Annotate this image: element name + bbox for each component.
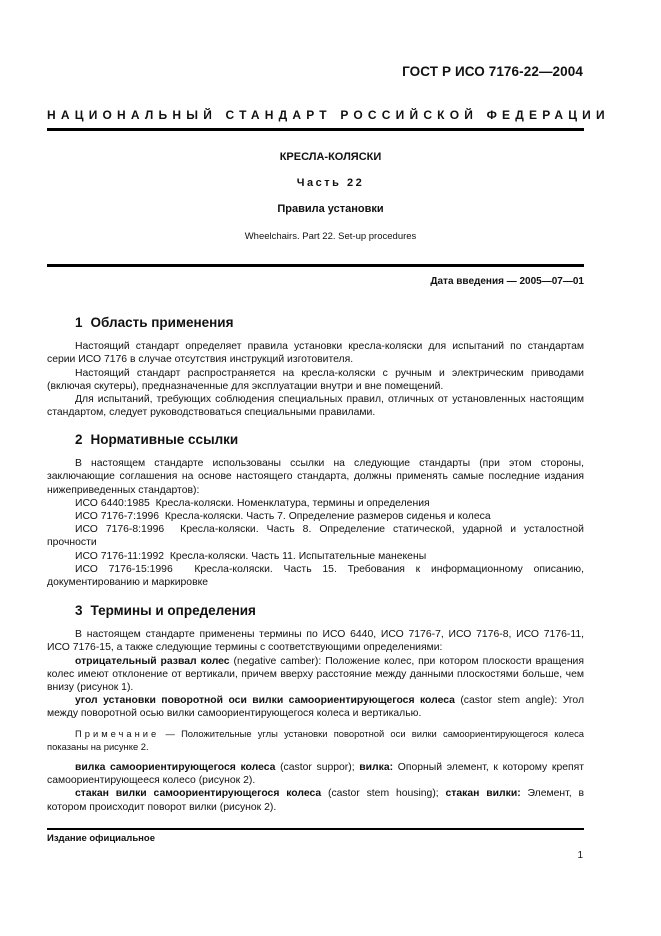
section-heading: 2 Нормативные ссылки <box>75 432 239 447</box>
paragraph: В настоящем стандарте использованы ссылки на следующие стандарты (при этом стороны, заключающие соглашения на основе настоящего стандарта, должны применять самые последние издания нижеприведенных стандартов): <box>47 458 584 496</box>
note: Примечание — Положительные углы установки поворотной оси вилки самоориентирующегося колеса показаны на рисунке 2. <box>47 727 584 752</box>
page-number: 1 <box>577 850 583 861</box>
national-standard-banner: НАЦИОНАЛЬНЫЙ СТАНДАРТ РОССИЙСКОЙ ФЕДЕРАЦИИ <box>47 108 610 122</box>
paragraph: Для испытаний, требующих соблюдения специальных правил, отличных от установленных настоящим стандартом, следует руководствоваться специальными правилами. <box>47 394 584 419</box>
term-definition: отрицательный развал колес (negative camber): Положение колес, при котором плоскости вращения колес имеют отклонение от вертикали, причем вверху расстояние между данными плоскостями больше, чем внизу (рисунок 1). <box>47 655 584 694</box>
section-heading: 3 Термины и определения <box>75 603 256 618</box>
reference-item: ИСО 7176-7:1996 Кресла-коляски. Часть 7. Определение размеров сиденья и колеса <box>75 511 491 523</box>
term-definition: стакан вилки самоориентирующегося колеса (castor stem housing); стакан вилки: Элемент, в котором происходит поворот вилки (рисунок 2). <box>47 788 585 813</box>
section-2 <box>47 433 584 589</box>
introduction-date: Дата введения — 2005—07—01 <box>430 276 584 287</box>
reference-item: ИСО 7176-8:1996 Кресла-коляски. Часть 8. Определение статической, ударной и усталостной прочности <box>47 524 584 549</box>
term-definition: вилка самоориентирующегося колеса (castor suppor); вилка: Опорный элемент, к которому крепят самоориентирующееся колесо (рисунок 2). <box>47 762 585 787</box>
footer-rule <box>47 828 584 830</box>
term-definition: угол установки поворотной оси вилки самоориентирующегося колеса (castor stem angle): Угол между поворотной осью вилки самоориентирующегося колеса и вертикалью. <box>47 695 585 720</box>
paragraph: В настоящем стандарте применены термины по ИСО 6440, ИСО 7176-7, ИСО 7176-8, ИСО 7176-11, ИСО 7176-15, а также следующие термины с соответствующими определениями: <box>47 629 584 654</box>
paragraph: Настоящий стандарт распространяется на кресла-коляски с ручным и электрическим приводами (включая скутеры), предназначенные для эксплуатации внутри и вне помещений. <box>47 367 584 392</box>
document-subtitle: Правила установки <box>277 203 384 215</box>
section-3 <box>47 604 584 814</box>
edition-label: Издание официальное <box>47 833 155 844</box>
document-title: КРЕСЛА-КОЛЯСКИ <box>279 151 382 163</box>
title-rule <box>47 264 584 267</box>
english-title: Wheelchairs. Part 22. Set-up procedures <box>244 231 417 242</box>
section-1 <box>47 316 584 419</box>
header-rule <box>47 128 584 131</box>
part-label: Часть 22 <box>296 177 365 189</box>
paragraph: Настоящий стандарт определяет правила установки кресла-коляски для испытаний по стандартам серии ИСО 7176 в случае отсутствия инструкций изготовителя. <box>47 341 584 366</box>
document-code: ГОСТ Р ИСО 7176-22—2004 <box>402 64 583 79</box>
reference-item: ИСО 7176-11:1992 Кресла-коляски. Часть 11. Испытательные манекены <box>75 550 427 562</box>
reference-item: ИСО 7176-15:1996 Кресла-коляски. Часть 15. Требования к информационному описанию, документированию и маркировке <box>47 563 584 589</box>
section-heading: 1 Область применения <box>75 315 234 330</box>
reference-item: ИСО 6440:1985 Кресла-коляски. Номенклатура, термины и определения <box>75 497 430 509</box>
